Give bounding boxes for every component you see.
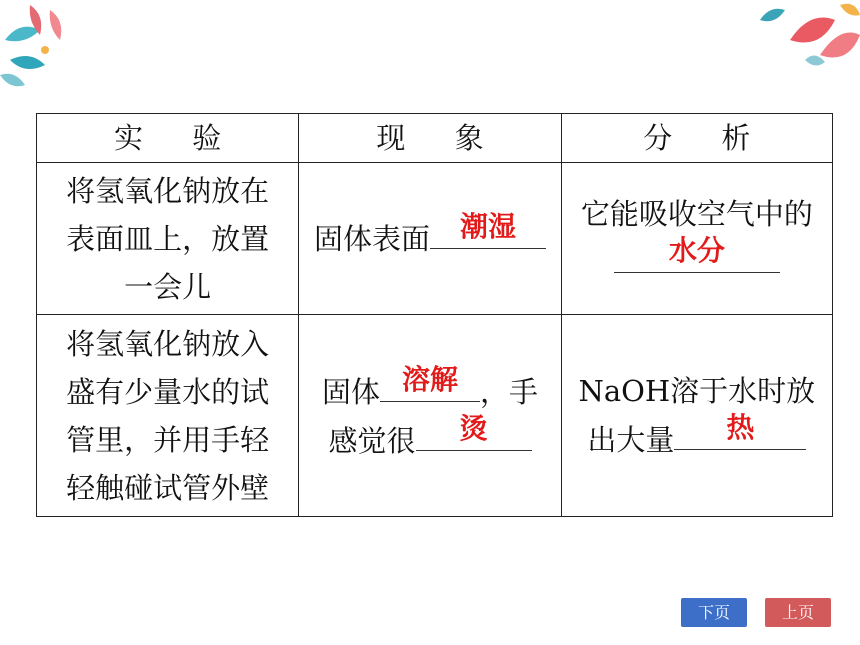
- analysis-text: 它能吸收空气中的: [580, 197, 813, 231]
- leaf-decoration-left: [0, 0, 80, 95]
- header-row: [37, 114, 833, 163]
- prev-page-button[interactable]: 上页: [765, 598, 831, 627]
- answer-blank: [614, 234, 780, 273]
- analysis-text: 出大量: [587, 423, 675, 457]
- header-analysis: [561, 114, 832, 163]
- header-experiment-text: 实 验: [114, 121, 242, 155]
- answer-text: 溶解: [401, 362, 458, 396]
- experiment-table: [36, 113, 833, 517]
- answer-blank: [416, 411, 532, 451]
- table-row: [37, 163, 833, 315]
- observation-text: ，手: [479, 374, 538, 409]
- experiment-cell: [37, 163, 299, 315]
- observation-text: 固体表面: [313, 222, 430, 256]
- experiment-line: 将氢氧化钠放在: [66, 173, 270, 208]
- experiment-line: 盛有少量水的试: [66, 374, 270, 409]
- answer-text: 潮湿: [459, 210, 516, 243]
- answer-blank: [430, 210, 546, 249]
- observation-cell: [299, 315, 561, 517]
- answer-text: 热: [726, 411, 755, 444]
- observation-text: 感觉很: [328, 423, 416, 458]
- analysis-text: NaOH溶于水时放: [578, 374, 816, 408]
- answer-blank: [380, 362, 480, 402]
- analysis-cell: [561, 315, 832, 517]
- experiment-line: 管里，并用手轻: [66, 422, 270, 457]
- experiment-line: 一会儿: [124, 269, 212, 304]
- header-experiment: [37, 114, 299, 163]
- experiment-line: 表面皿上，放置: [66, 221, 270, 256]
- table-row: [37, 315, 833, 517]
- experiment-line: 轻触碰试管外壁: [66, 470, 270, 505]
- experiment-line: 将氢氧化钠放入: [66, 326, 270, 361]
- answer-blank: [674, 411, 806, 450]
- experiment-cell: [37, 315, 299, 517]
- answer-text: 烫: [459, 411, 488, 445]
- next-page-button[interactable]: 下页: [681, 598, 747, 627]
- observation-text: 固体: [321, 374, 380, 409]
- answer-text: 水分: [668, 234, 725, 267]
- header-phenomenon: [299, 114, 561, 163]
- observation-cell: [299, 163, 561, 315]
- header-phenomenon-text: 现 象: [376, 121, 504, 155]
- leaf-decoration-right: [730, 0, 860, 70]
- analysis-cell: [561, 163, 832, 315]
- header-analysis-text: 分 析: [643, 121, 771, 155]
